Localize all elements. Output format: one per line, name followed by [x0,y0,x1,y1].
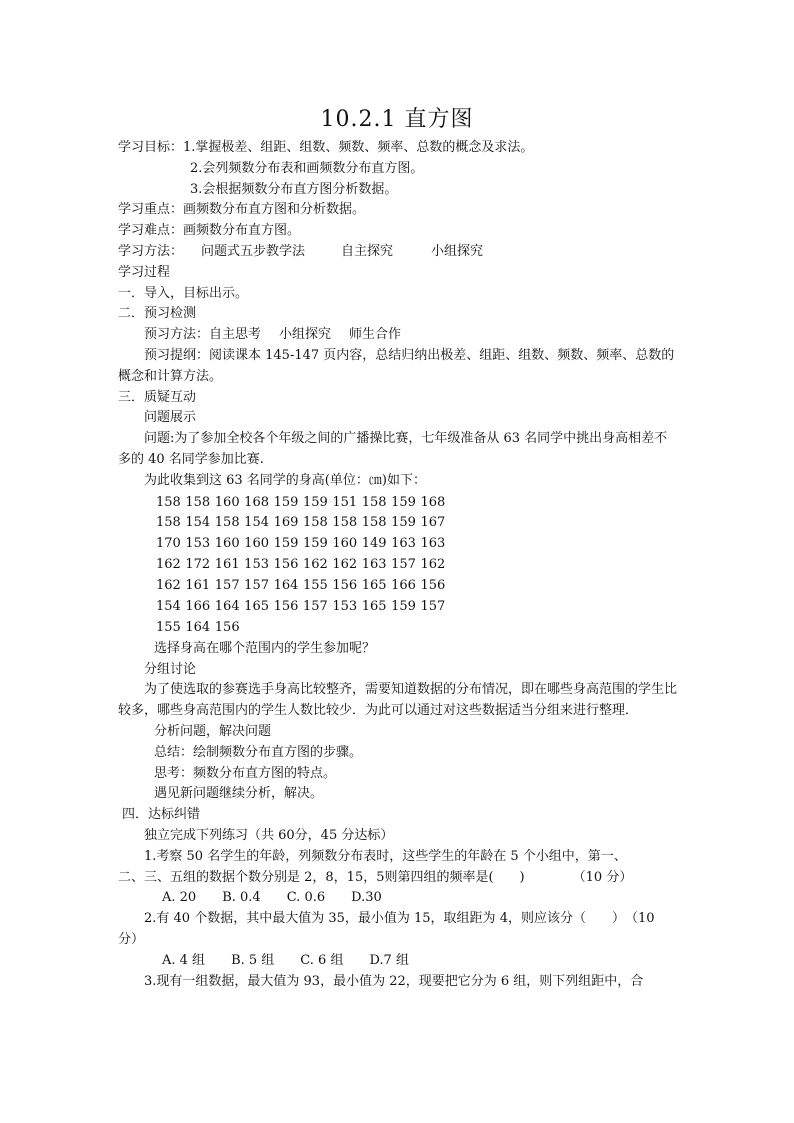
goal-line-1 [118,138,678,159]
height-value: 157 [214,578,240,594]
height-value: 158 [156,515,181,531]
height-value: 159 [391,515,416,531]
q2-option-c: C. 6 组 [300,952,344,968]
methods-line [118,242,678,263]
height-value: 154 [244,515,269,531]
goal-item-2: 2.会列频数分布表和画频数分布直方图。 [190,160,424,176]
heights-row [156,597,678,618]
heights-row [156,513,678,534]
method-item-3: 小组探究 [431,243,484,259]
height-value: 161 [185,578,211,594]
height-value: 159 [273,494,299,510]
height-value: 160 [214,536,240,552]
height-value: 166 [391,578,416,594]
height-value: 158 [156,494,181,510]
section-1-heading: 一．导入，目标出示。 [118,285,249,301]
height-value: 165 [361,599,387,614]
height-value: 159 [273,536,299,552]
height-value: 169 [273,515,299,531]
height-value: 159 [391,494,416,510]
q1-options [118,888,678,909]
height-value: 160 [244,536,269,552]
q1-option-a: A. 20 [162,890,197,906]
height-value: 157 [244,578,269,594]
q1-line-2 [118,868,678,889]
preview-method-3: 师生合作 [349,327,402,343]
height-value: 149 [361,536,387,552]
height-value: 157 [420,599,446,614]
height-value: 155 [302,578,328,594]
q1-score: （10 分） [572,869,633,885]
height-value: 170 [156,536,181,552]
difficulty: 学习难点：画频数分布直方图。 [118,223,301,239]
q1-line-1: 1.考察 50 名学生的年龄，列频数分布表时，这些学生的年龄在 5 个小组中，第一、 [144,848,627,864]
goal-item-3: 3.会根据频数分布直方图分析数据。 [190,181,398,197]
q1-option-c: C. 0.6 [286,890,326,906]
height-value: 160 [214,494,240,510]
height-value: 156 [273,599,299,614]
think: 思考：频数分布直方图的特点。 [154,765,337,781]
q2-options [118,951,678,972]
height-value: 164 [214,599,240,614]
height-value: 159 [302,494,328,510]
height-value: 162 [332,557,358,573]
height-value: 162 [302,557,328,573]
height-value: 158 [361,494,387,510]
page-title: 10.2.1 直方图 [320,107,474,132]
summary: 总结：绘制频数分布直方图的步骤。 [154,744,363,760]
process-heading: 学习过程 [118,264,171,280]
height-value: 155 [156,619,181,635]
section-4-heading: 四．达标纠错 [122,807,201,823]
height-value: 157 [391,557,416,573]
height-value: 161 [214,557,240,573]
height-value: 156 [273,557,299,573]
q2-option-a: A. 4 组 [162,952,206,968]
height-value: 157 [302,599,328,614]
preview-outline: 预习提纲：阅读课本 145-147 页内容，总结归纳出极差、组距、组数、频数、频率、总数的概念和计算方法。 [118,347,675,384]
height-value: 158 [332,515,358,531]
group-discuss-heading: 分组讨论 [144,661,197,677]
height-value: 162 [420,557,446,573]
problem-text: 问题:为了参加全校各个年级之间的广播操比赛，七年级准备从 63 名同学中挑出身高相差不多的 40 名同学参加比赛. [118,431,668,467]
height-value: 165 [361,578,387,594]
preview-method-1: 自主思考 [209,327,262,343]
goal-item-1: 1.掌握极差、组距、组数、频数、频率、总数的概念及求法。 [183,140,534,155]
height-value: 156 [420,578,446,594]
q3-line-1: 3.现有一组数据，最大值为 93，最小值为 22，现要把它分为 6 组，则下列组距中，合 [144,973,644,989]
height-value: 153 [185,536,211,552]
height-value: 151 [332,494,358,510]
height-value: 168 [244,494,269,510]
q2-option-b: B. 5 组 [231,952,275,968]
document-body [118,138,678,992]
height-value: 167 [420,515,446,531]
method-item-2: 自主探究 [341,243,394,259]
heights-row [156,493,678,514]
new-problem: 遇见新问题继续分析，解决。 [154,786,324,802]
height-value: 153 [244,557,269,573]
practice-intro: 独立完成下列练习（共 60分，45 分达标） [144,827,394,843]
height-value: 162 [156,557,181,573]
q2-option-d: D.7 组 [369,952,409,968]
key-point: 学习重点：画频数分布直方图和分析数据。 [118,202,366,218]
q1-option-b: B. 0.4 [222,890,261,906]
q1-option-d: D.30 [351,890,382,906]
height-value: 163 [391,536,416,552]
method-item-1: 问题式五步教学法 [201,243,306,259]
height-value: 165 [244,599,269,614]
heights-row [156,555,678,576]
heights-table [156,493,678,639]
q1-stem: 二、三、五组的数据个数分别是 2，8，15，5则第四组的频率是( ) [118,869,525,885]
height-value: 158 [185,494,211,510]
height-value: 159 [302,536,328,552]
height-value: 156 [332,578,358,594]
section-3-heading: 三．质疑互动 [118,389,197,405]
analyze-heading: 分析问题，解决问题 [154,723,272,739]
problem-show-heading: 问题展示 [144,410,197,426]
methods-label: 学习方法： [118,243,184,259]
height-value: 160 [332,536,358,552]
height-value: 172 [185,557,211,573]
height-value: 166 [185,599,211,614]
discuss-text: 为了使选取的参赛选手身高比较整齐，需要知道数据的分布情况，即在哪些身高范围的学生比较多，哪些身高范围内的学生人数比较少．为此可以通过对这些数据适当分组来进行整理． [118,682,678,719]
height-value: 168 [420,494,446,510]
height-value: 154 [156,599,181,614]
preview-method-2: 小组探究 [279,327,332,343]
height-value: 158 [361,515,387,531]
height-value: 156 [214,619,240,635]
height-value: 163 [420,536,446,552]
height-value: 163 [361,557,387,573]
preview-method [118,325,678,346]
height-value: 159 [391,599,416,614]
height-value: 158 [214,515,240,531]
heights-row [156,534,678,555]
height-value: 162 [156,578,181,594]
heights-intro: 为此收集到这 63 名同学的身高(单位：㎝)如下： [144,472,426,488]
height-value: 154 [185,515,211,531]
preview-method-label: 预习方法： [144,327,210,343]
height-value: 164 [185,619,211,635]
q2-line-2: 分） [118,931,145,947]
height-value: 158 [302,515,328,531]
heights-row [156,576,678,597]
heights-row [156,618,678,639]
q2-line-1: 2.有 40 个数据，其中最大值为 35，最小值为 15，取组距为 4，则应该分（ ） （10 [144,911,655,927]
height-value: 153 [332,599,358,614]
height-value: 164 [273,578,299,594]
goals-label: 学习目标： [118,140,184,155]
section-2-heading: 二．预习检测 [118,306,197,322]
question: 选择身高在哪个范围内的学生参加呢？ [154,640,376,656]
